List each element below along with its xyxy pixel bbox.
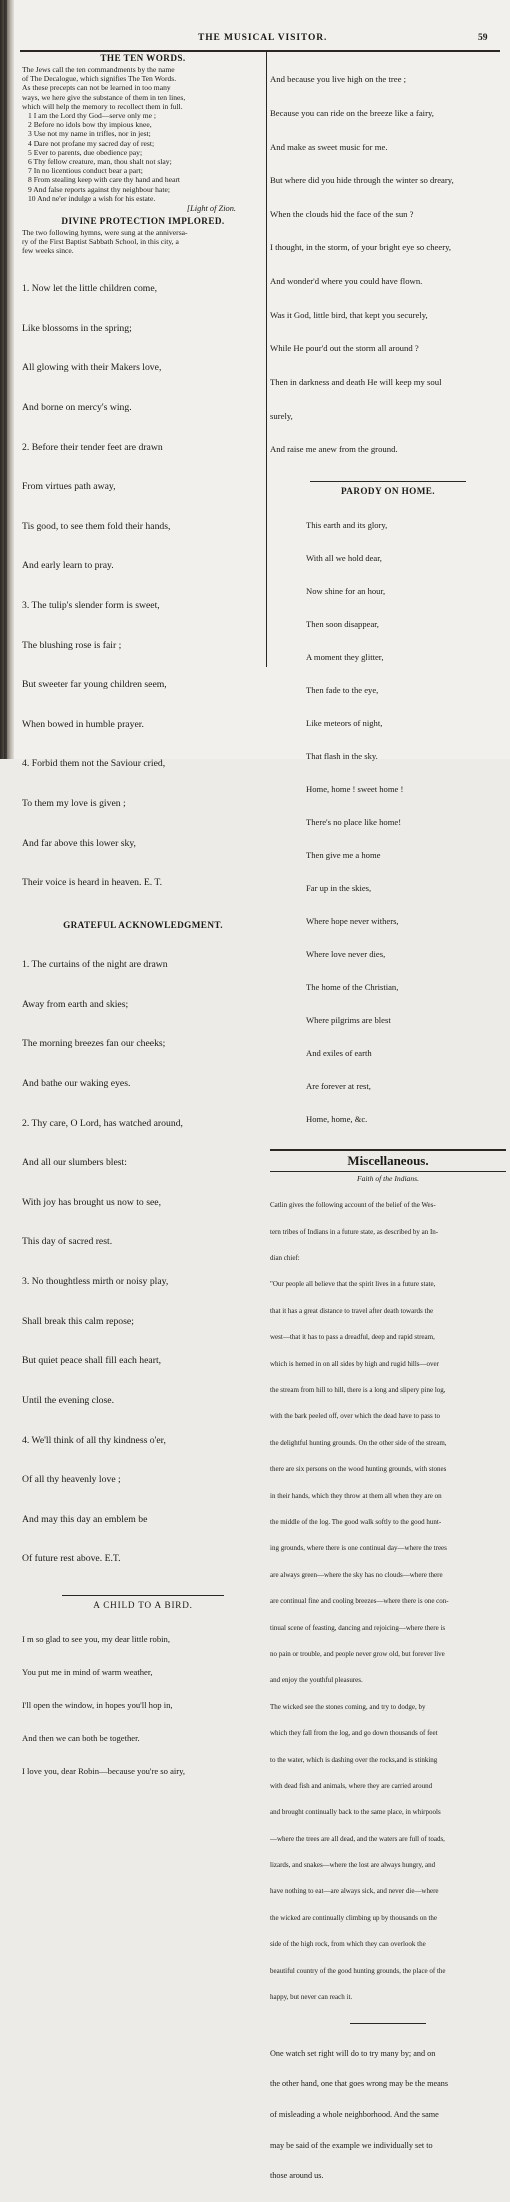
verse-line: The blushing rose is fair ; bbox=[22, 639, 122, 651]
text-line: side of the high rock, from which they can overlook the bbox=[270, 1940, 426, 1949]
binding-gutter bbox=[0, 0, 14, 759]
verse-line: And bathe our waking eyes. bbox=[22, 1078, 131, 1090]
text-line: beautiful country of the good hunting grounds, the place of the bbox=[270, 1966, 446, 1975]
verse-line: And raise me anew from the ground. bbox=[270, 444, 398, 455]
text-line: may be said of the example we individually set to bbox=[270, 2140, 433, 2150]
section-divider bbox=[350, 2023, 426, 2024]
text-line: to the water, which is dashing over the rocks,and is stinking bbox=[270, 1755, 438, 1764]
binding-edge bbox=[4, 0, 7, 759]
verse-line: Tis good, to see them fold their hands, bbox=[22, 520, 171, 532]
text-line: dian chief: bbox=[270, 1254, 300, 1263]
parody-poem bbox=[270, 498, 506, 1147]
list-item: 8 From stealing keep with care thy hand and heart bbox=[28, 175, 181, 185]
list-item: 9 And false reports against thy neighbour hate; bbox=[28, 184, 170, 194]
verse-line: 4. We'll think of all thy kindness o'er, bbox=[22, 1434, 166, 1446]
text-line: The Jews call the ten commandments by the name bbox=[22, 65, 175, 74]
verse-line: Until the evening close. bbox=[22, 1394, 115, 1406]
divine-intro bbox=[22, 228, 264, 256]
verse-line: While He pour'd out the storm all around ? bbox=[270, 343, 419, 354]
text-line: tinual scene of feasting, dancing and rejoicing—where there is bbox=[270, 1623, 446, 1632]
verse-line: 1. Now let the little children come, bbox=[22, 283, 158, 295]
verse-line: Are forever at rest, bbox=[306, 1080, 371, 1091]
verse-line: And exiles of earth bbox=[306, 1047, 372, 1058]
verse-line: 2. Thy care, O Lord, has watched around, bbox=[22, 1117, 183, 1129]
list-item: 1 I am the Lord thy God—serve only me ; bbox=[28, 111, 157, 121]
verse-line: 1. The curtains of the night are drawn bbox=[22, 959, 168, 971]
text-line: the wicked are continually climbing up by thousands on the bbox=[270, 1913, 437, 1922]
text-line: no pain or trouble, and people never grow old, but forever live bbox=[270, 1649, 445, 1658]
text-line: the stream from hill to hill, there is a long and slipery pine log, bbox=[270, 1386, 446, 1395]
text-line: of The Decalogue, which signifies The Ten Words. bbox=[22, 74, 177, 84]
verse-line: Then fade to the eye, bbox=[306, 684, 379, 695]
verse-line: There's no place like home! bbox=[306, 816, 402, 827]
ten-words-source: [Light of Zion. bbox=[186, 204, 236, 214]
ten-words-list bbox=[22, 111, 264, 203]
text-line: few weeks since. bbox=[22, 246, 74, 256]
verse-line: That flash in the sky. bbox=[306, 750, 378, 761]
text-line: are continual fine and cooling breezes—where there is one con- bbox=[270, 1597, 449, 1606]
divine-hymn bbox=[22, 256, 264, 916]
text-line: —where the trees are all dead, and the waters are full of toads, bbox=[270, 1834, 445, 1843]
verse-line: And borne on mercy's wing. bbox=[22, 401, 132, 413]
verse-line: Then soon disappear, bbox=[306, 618, 379, 629]
list-item: 4 Dare not profane my sacred day of rest; bbox=[28, 138, 155, 148]
column-rule bbox=[266, 52, 267, 667]
right-column bbox=[270, 52, 506, 2202]
verse-line: Home, home ! sweet home ! bbox=[306, 783, 404, 794]
text-line: Catlin gives the following account of the belief of the Wes- bbox=[270, 1201, 436, 1210]
text-line: lizards, and snakes—where the lost are always hungry, and bbox=[270, 1861, 436, 1870]
verse-line: To them my love is given ; bbox=[22, 797, 126, 809]
text-line: One watch set right will do to try many by; and on bbox=[270, 2048, 436, 2058]
verse-line: 3. The tulip's slender form is sweet, bbox=[22, 599, 160, 611]
verse-line: Then in darkness and death He will keep my soul bbox=[270, 376, 442, 387]
divine-heading: DIVINE PROTECTION IMPLORED. bbox=[61, 216, 225, 227]
text-line: have nothing to eat—are always sick, and never die—where bbox=[270, 1887, 439, 1896]
verse-line: 3. No thoughtless mirth or noisy play, bbox=[22, 1276, 169, 1288]
verse-line: Where hope never withers, bbox=[306, 915, 399, 926]
verse-line: The morning breezes fan our cheeks; bbox=[22, 1038, 166, 1050]
verse-line: And because you live high on the tree ; bbox=[270, 74, 407, 85]
verse-line: With joy has brought us now to see, bbox=[22, 1196, 161, 1208]
verse-line: But sweeter far young children seem, bbox=[22, 679, 167, 691]
verse-line: Shall break this calm repose; bbox=[22, 1315, 134, 1327]
text-line: The wicked see the stones coming, and try to dodge, by bbox=[270, 1702, 426, 1711]
verse-line: This earth and its glory, bbox=[306, 519, 388, 530]
text-line: The two following hymns, were sung at the anniversa- bbox=[22, 228, 188, 238]
text-line: and enjoy the youthful pleasures. bbox=[270, 1676, 363, 1685]
verse-line: The home of the Christian, bbox=[306, 981, 399, 992]
text-line: that it has a great distance to travel after death towards the bbox=[270, 1306, 434, 1315]
text-line: the other hand, one that goes wrong may be the means bbox=[270, 2079, 449, 2089]
text-line: there are six persons on the wood hunting grounds, with stones bbox=[270, 1465, 447, 1474]
verse-line: Their voice is heard in heaven. E. T. bbox=[22, 877, 163, 889]
verse-line: I'll open the window, in hopes you'll hop in, bbox=[22, 1699, 173, 1710]
section-divider bbox=[62, 1595, 224, 1596]
text-line: which will help the memory to recollect them in full. bbox=[22, 101, 183, 111]
verse-line: Because you can ride on the breeze like a fairy, bbox=[270, 108, 434, 119]
list-item: 2 Before no idols bow thy impious knee, bbox=[28, 120, 152, 130]
verse-line: Away from earth and skies; bbox=[22, 998, 129, 1010]
verse-line: With all we hold dear, bbox=[306, 552, 382, 563]
verse-line: Like meteors of night, bbox=[306, 717, 383, 728]
verse-line: You put me in mind of warm weather, bbox=[22, 1666, 153, 1677]
list-item: 6 Thy fellow creature, man, thou shalt not slay; bbox=[28, 157, 172, 167]
verse-line: surely, bbox=[270, 410, 293, 421]
verse-line: 4. Forbid them not the Saviour cried, bbox=[22, 758, 166, 770]
text-line: ways, we here give the substance of them in ten lines, bbox=[22, 92, 186, 102]
text-line: those around us. bbox=[270, 2171, 324, 2181]
bird-poem-continued bbox=[270, 52, 506, 478]
text-line: ing grounds, where there is one continual day—where the trees bbox=[270, 1544, 447, 1553]
bird-poem-start bbox=[22, 1612, 264, 1799]
text-line: As these precepts can not be learned in too many bbox=[22, 83, 171, 93]
left-column bbox=[22, 52, 264, 1799]
indians-article bbox=[270, 1184, 506, 2020]
verse-line: Of all thy heavenly love ; bbox=[22, 1474, 121, 1486]
verse-line: And far above this lower sky, bbox=[22, 837, 136, 849]
grateful-heading: GRATEFUL ACKNOWLEDGMENT. bbox=[63, 919, 223, 930]
indians-subheading: Faith of the Indians. bbox=[356, 1173, 419, 1183]
verse-line: A moment they glitter, bbox=[306, 651, 384, 662]
list-item: 3 Use not my name in trifles, nor in jest; bbox=[28, 129, 151, 139]
verse-line: And all our slumbers blest: bbox=[22, 1157, 127, 1169]
verse-line: And early learn to pray. bbox=[22, 560, 114, 572]
page-number: 59 bbox=[478, 33, 488, 43]
verse-line: Was it God, little bird, that kept you securely, bbox=[270, 309, 428, 320]
text-line: in their hands, which they throw at them all when they are on bbox=[270, 1491, 442, 1500]
text-line: the middle of the log. The good walk softly to the good hunt- bbox=[270, 1518, 442, 1526]
journal-title: THE MUSICAL VISITOR. bbox=[198, 33, 328, 43]
grateful-hymn bbox=[22, 932, 264, 1592]
verse-line: I thought, in the storm, of your bright eye so cheery, bbox=[270, 242, 452, 253]
parody-heading: PARODY ON HOME. bbox=[340, 485, 436, 496]
text-line: are always green—where the sky has no clouds—where there bbox=[270, 1570, 443, 1579]
verse-line: All glowing with their Makers love, bbox=[22, 362, 162, 374]
list-item: 7 In no licentious conduct bear a part; bbox=[28, 166, 143, 176]
verse-line: But quiet peace shall fill each heart, bbox=[22, 1355, 162, 1367]
text-line: west—that it has to pass a dreadful, deep and rapid stream, bbox=[270, 1333, 435, 1342]
text-line: the delightful hunting grounds. On the other side of the stream, bbox=[270, 1438, 447, 1447]
text-line: which they fall from the log, and go down thousands of feet bbox=[270, 1729, 438, 1738]
verse-line: I love you, dear Robin—because you're so airy, bbox=[22, 1765, 186, 1776]
verse-line: And may this day an emblem be bbox=[22, 1513, 148, 1525]
text-line: with the bark peeled off, over which the dead have to pass to bbox=[270, 1412, 440, 1421]
watch-paragraph bbox=[270, 2028, 506, 2201]
verse-line: Like blossoms in the spring; bbox=[22, 322, 132, 334]
ten-words-heading: THE TEN WORDS. bbox=[100, 53, 186, 63]
list-item: 10 And ne'er indulge a wish for his estate. bbox=[28, 193, 156, 203]
text-line: which is hemed in on all sides by high and rugid hills—over bbox=[270, 1359, 439, 1368]
verse-line: Where pilgrims are blest bbox=[306, 1014, 391, 1025]
verse-line: Where love never dies, bbox=[306, 948, 386, 959]
verse-line: I m so glad to see you, my dear little robin, bbox=[22, 1633, 170, 1644]
verse-line: But where did you hide through the winter so dreary, bbox=[270, 175, 454, 186]
bird-heading: A CHILD TO A BIRD. bbox=[93, 1599, 193, 1610]
text-line: of misleading a whole neighborhood. And the same bbox=[270, 2110, 439, 2120]
text-line: ry of the First Baptist Sabbath School, in this city, a bbox=[22, 237, 179, 247]
text-line: tern tribes of Indians in a future state, as described by an In- bbox=[270, 1227, 439, 1236]
verse-line: 2. Before their tender feet are drawn bbox=[22, 441, 163, 453]
verse-line: And then we can both be together. bbox=[22, 1732, 140, 1743]
section-divider bbox=[310, 481, 466, 482]
text-line: "Our people all believe that the spirit lives in a future state, bbox=[270, 1280, 436, 1289]
text-line: with dead fish and animals, where they are carried around bbox=[270, 1781, 433, 1790]
verse-line: When bowed in humble prayer. bbox=[22, 718, 144, 730]
verse-line: Then give me a home bbox=[306, 849, 381, 860]
verse-line: Now shine for an hour, bbox=[306, 585, 386, 596]
verse-line: When the clouds hid the face of the sun ? bbox=[270, 208, 414, 219]
miscellaneous-heading: Miscellaneous. bbox=[270, 1149, 506, 1172]
verse-line: From virtues path away, bbox=[22, 481, 116, 493]
verse-line: And make as sweet music for me. bbox=[270, 141, 388, 152]
ten-words-intro bbox=[22, 65, 264, 111]
verse-line: Home, home, &c. bbox=[306, 1113, 368, 1124]
running-header bbox=[0, 33, 510, 47]
text-line: happy, but never can reach it. bbox=[270, 1993, 353, 2002]
text-line: and brought continually back to the same place, in whirpools bbox=[270, 1808, 441, 1817]
verse-line: This day of sacred rest. bbox=[22, 1236, 113, 1248]
verse-line: Of future rest above. E.T. bbox=[22, 1553, 121, 1565]
list-item: 5 Ever to parents, due obedience pay; bbox=[28, 147, 143, 157]
verse-line: Far up in the skies, bbox=[306, 882, 372, 893]
verse-line: And wonder'd where you could have flown. bbox=[270, 276, 423, 287]
